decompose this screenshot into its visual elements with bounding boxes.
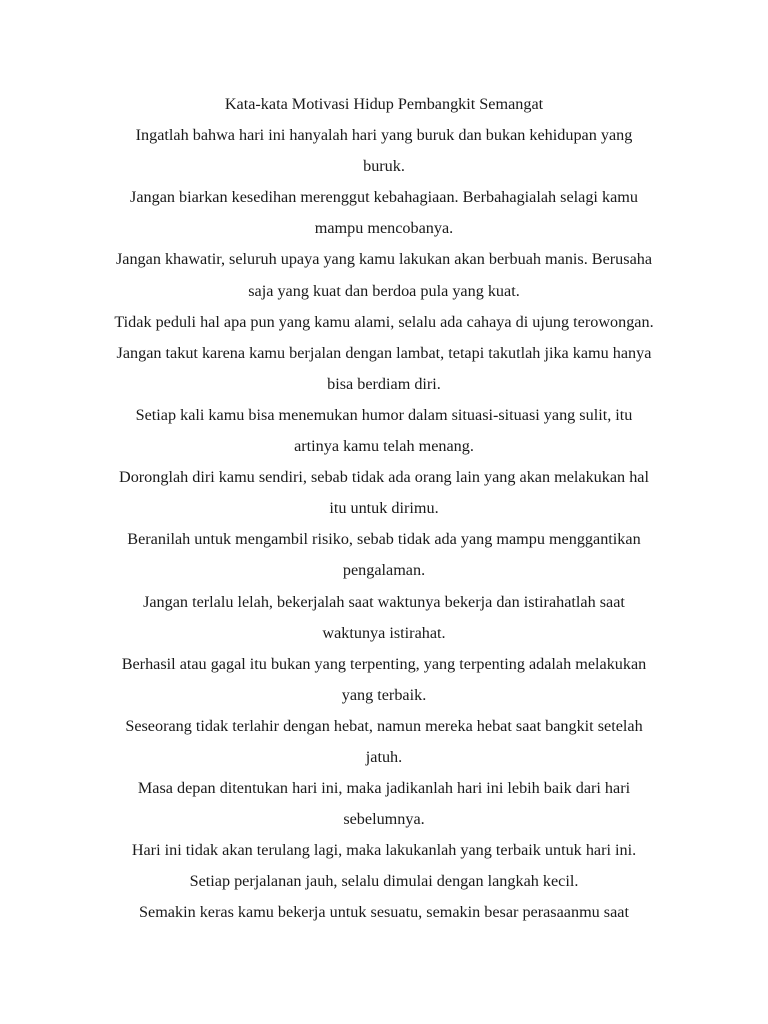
text-line: Jangan biarkan kesedihan merenggut kebahagiaan. Berbahagialah selagi kamu: [130, 188, 638, 207]
text-line: yang terbaik.: [341, 685, 427, 704]
text-line: Hari ini tidak akan terulang lagi, maka lakukanlah yang terbaik untuk hari ini.: [131, 841, 637, 860]
text-line: pengalaman.: [342, 561, 426, 580]
text-line: artinya kamu telah menang.: [294, 437, 474, 456]
text-line: Beranilah untuk mengambil risiko, sebab tidak ada yang mampu menggantikan: [127, 530, 641, 549]
text-line: Doronglah diri kamu sendiri, sebab tidak ada orang lain yang akan melakukan hal: [119, 468, 649, 487]
text-line: Setiap kali kamu bisa menemukan humor dalam situasi-situasi yang sulit, itu: [135, 405, 633, 424]
text-line: Setiap perjalanan jauh, selalu dimulai dengan langkah kecil.: [189, 872, 579, 891]
text-line: jatuh.: [365, 747, 403, 766]
document-body: [88, 89, 680, 929]
text-line: Tidak peduli hal apa pun yang kamu alami, selalu ada cahaya di ujung terowongan.: [114, 312, 654, 331]
text-line: saja yang kuat dan berdoa pula yang kuat.: [248, 281, 520, 300]
text-line: buruk.: [363, 157, 405, 176]
text-line: sebelumnya.: [343, 810, 425, 829]
text-line: Jangan khawatir, seluruh upaya yang kamu lakukan akan berbuah manis. Berusaha: [115, 250, 653, 269]
text-line: bisa berdiam diri.: [327, 374, 441, 393]
text-line: mampu mencobanya.: [314, 219, 454, 238]
text-line: Semakin keras kamu bekerja untuk sesuatu, semakin besar perasaanmu saat: [139, 903, 629, 922]
text-line: itu untuk dirimu.: [329, 499, 439, 518]
text-line: Berhasil atau gagal itu bukan yang terpenting, yang terpenting adalah melakukan: [121, 654, 647, 673]
text-line: Ingatlah bahwa hari ini hanyalah hari yang buruk dan bukan kehidupan yang: [135, 126, 633, 145]
text-line: Masa depan ditentukan hari ini, maka jadikanlah hari ini lebih baik dari hari: [137, 779, 631, 798]
text-line: Jangan terlalu lelah, bekerjalah saat waktunya bekerja dan istirahatlah saat: [143, 592, 625, 611]
text-line: Jangan takut karena kamu berjalan dengan lambat, tetapi takutlah jika kamu hanya: [116, 343, 652, 362]
document-title: Kata-kata Motivasi Hidup Pembangkit Semangat: [224, 95, 544, 113]
text-line: waktunya istirahat.: [322, 623, 446, 642]
text-line: Seseorang tidak terlahir dengan hebat, namun mereka hebat saat bangkit setelah: [125, 716, 643, 735]
